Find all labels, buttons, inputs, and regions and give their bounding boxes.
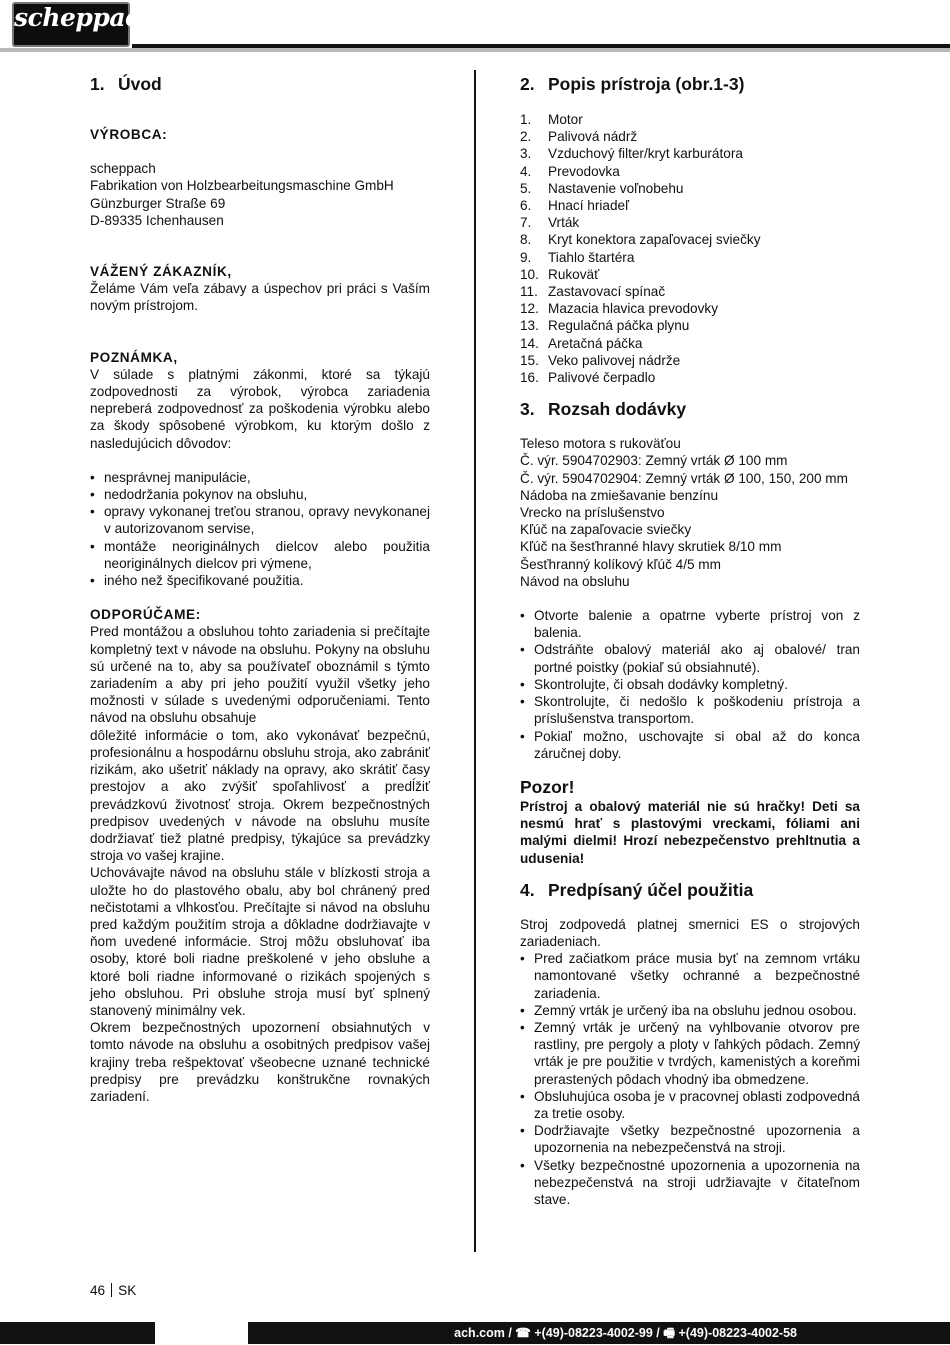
recommend-paragraph: Pred montážou a obsluhou tohto zariadenia si prečítajte kompletný text v návode na obsluhu. Pokyny na obsluhu sú určené na to, aby sa používateľ oboznámil s týmto zariadením a aby pri jeho použití využil všetky jeho možnosti v súlade s uvedenými odporučeniami. Tento návod na obsluhu obsahuje [90,624,430,726]
footer-bar [0,1322,155,1344]
list-item: 10. Rukoväť [520,266,600,282]
note-text: V súlade s platnými zákonmi, ktoré sa týkajú zodpovednosti za výrobok, výrobca zariadenia nepreberá zodpovednosť za poškodenia výrobku alebo za škody spôsobené výrobkom, ku ktorým došlo z nasledujúcich dôvodov: [90,366,430,451]
list-item: • Dodržiavajte všetky bezpečnostné upozornenia a upozornenia na nebezpečenstvá na stroji. [520,1122,860,1156]
list-item: 7. Vrták [520,215,580,231]
list-item: • Odstráňte obalový materiál ako aj obalové/ tran portné poistky (pokiaľ sú obsiahnuté). [520,641,860,675]
customer-text: Želáme Vám veľa zábavy a úspechov pri práci s Vaším novým prístrojom. [90,281,430,314]
note-list [90,469,430,589]
delivery-line: Vrecko na príslušenstvo [520,505,665,521]
list-item: • Zemný vrták je určený iba na obsluhu jednou osobou. [520,1002,860,1019]
list-item: • Obsluhujúca osoba je v pracovnej oblasti zodpovedná za tretie osoby. [520,1088,860,1122]
section-2-heading: 2. Popis prístroja (obr.1-3) [520,74,745,94]
left-column [90,70,430,1105]
list-item: 13. Regulačná páčka plynu [520,318,690,334]
list-item: 1. Motor [520,112,583,127]
list-item: 6. Hnací hriadeľ [520,198,630,214]
list-item: • Otvorte balenie a opatrne vyberte prístroj von z balenia. [520,607,860,641]
brand-logo [12,2,158,47]
list-item: • Pred začiatkom práce musia byť na zemnom vrtáku namontované všetky ochranné a bezpečnostné zariadenia. [520,950,860,1002]
list-item: 14. Aretačná páčka [520,335,643,351]
page-number [90,1282,136,1299]
section-3-heading: 3. Rozsah dodávky [520,399,687,420]
list-item: • Zemný vrták je určený na vyhlbovanie otvorov pre rastliny, pre pergoly a ploty v ľahkých pôdach. Zemný vrták je pre použitie v tvrdých, kamenistých a koreňmi prerastených pôdach vhodný iba obmedzene. [520,1019,860,1088]
delivery-line: Šesťhranný kolíkový kľúč 4/5 mm [520,556,721,572]
warning-title: Pozor! [520,776,575,797]
list-item: • iného než špecifikované použitia. [90,572,430,589]
warning-text: Prístroj a obalový materiál nie sú hračky! Deti sa nesmú hrať s plastovými vreckami, fóliami ani malými dielmi! Hrozí nebezpečenstvo prehltnutia a udusenia! [520,798,860,866]
address-line: Fabrikation von Holzbearbeitungsmaschine GmbH [90,178,394,194]
delivery-instructions [520,607,860,762]
delivery-line: Kľúč na zapaľovacie sviečky [520,522,692,538]
list-item: • nesprávnej manipulácie, [90,469,430,486]
list-item: 5. Nastavenie voľnobehu [520,180,684,196]
list-item: 9. Tiahlo štartéra [520,249,635,265]
delivery-line: Č. výr. 5904702904: Zemný vrták Ø 100, 150, 200 mm [520,470,848,486]
header-rule-grey [0,48,950,52]
list-item: 12. Mazacia hlavica prevodovky [520,301,719,317]
delivery-contents [520,435,860,590]
address-line: scheppach [90,161,156,177]
use-intro: Stroj zodpovedá platnej smernici ES o strojových zariadeniach. [520,916,860,949]
list-item: • Pokiaľ možno, uschovajte si obal až do konca záručnej doby. [520,728,860,762]
section-4-heading: 4. Predpísaný účel použitia [520,879,754,900]
section-1-heading: 1. Úvod [90,74,162,94]
list-item: 8. Kryt konektora zapaľovacej sviečky [520,232,761,248]
column-divider [474,70,476,1252]
use-list [520,950,860,1208]
list-item: • Skontrolujte, či nedošlo k poškodeniu prístroja a príslušenstva transportom. [520,693,860,727]
right-column [520,70,860,1208]
delivery-line: Kľúč na šesťhranné hlavy skrutiek 8/10 mm [520,539,782,555]
manufacturer-address [90,160,430,229]
list-item: 16. Palivové čerpadlo [520,370,656,386]
footer-contact: ach.com / ☎ +(49)-08223-4002-99 / 🖷 +(49)-08223-4002-58 [454,1326,797,1340]
recommend-paragraph: dôležité informácie o tom, ako vykonávať bezpečnú, profesionálnu a hospodárnu obsluhu stroja, ako zabrániť rizikám, ako ušetriť náklady na opravy, ako skrátiť časy prestojov a ako zvýšiť spoľahlivosť a predĺžiť prevádzkovú životnosť stroja. Okrem bezpečnostných predpisov uvedených v návode na obsluhu musíte dodržiavať tiež platné predpisy, týkajúce sa prevádzky stroja vo vašej krajine. [90,727,430,864]
page-header [0,0,950,52]
note-label: POZNÁMKA, [90,349,178,365]
list-item: 11. Zastavovací spínač [520,284,666,300]
parts-list [520,111,860,386]
page-number-value: 46 [90,1283,106,1298]
list-item: • Všetky bezpečnostné upozornenia a upozornenia na nebezpečenstvá na stroji udržiavajte v čitateľnom stave. [520,1157,860,1209]
delivery-line: Návod na obsluhu [520,573,630,589]
list-item: 4. Prevodovka [520,163,620,179]
address-line: Günzburger Straße 69 [90,195,226,211]
footer-bar [248,1322,950,1344]
recommend-paragraph: Okrem bezpečnostných upozornení obsiahnutých v tomto návode na obsluhu a osobitných predpisov vašej krajiny treba rešpektovať všeobecne uznané technické predpisy pre prevádzku konštrukčne rovnakých zariadení. [90,1020,430,1104]
address-line: D-89335 Ichenhausen [90,212,224,228]
list-item: 2. Palivová nádrž [520,129,638,145]
brand-logo-text: scheppach [14,3,158,32]
list-item: 3. Vzduchový filter/kryt karburátora [520,146,743,162]
page-number-separator [111,1283,112,1297]
manufacturer-label: VÝROBCA: [90,127,168,142]
delivery-line: Č. výr. 5904702903: Zemný vrták Ø 100 mm [520,453,788,469]
list-item: • montáže neoriginálnych dielcov alebo použitia neoriginálnych dielcov pri výmene, [90,538,430,572]
delivery-line: Nádoba na zmiešavanie benzínu [520,487,718,503]
list-item: • Skontrolujte, či obsah dodávky kompletný. [520,676,860,693]
list-item: 15. Veko palivovej nádrže [520,352,681,368]
customer-label: VÁŽENÝ ZÁKAZNÍK, [90,264,232,280]
list-item: • nedodržania pokynov na obsluhu, [90,486,430,503]
list-item: • opravy vykonanej treťou stranou, opravy nevykonanej v autorizovanom servise, [90,503,430,537]
recommend-label: ODPORÚČAME: [90,607,201,623]
page-language: SK [118,1283,137,1298]
recommend-paragraph: Uchovávajte návod na obsluhu stále v blízkosti stroja a uložte ho do plastového obalu, aby bol chránený pred nečistotami a vlhkosťou. Prečítajte si návod na obsluhu pred každým použitím stroja a dôkladne dodržiavajte v ňom uvedené informácie. Stroj môžu obsluhovať iba osoby, ktoré boli riadne preškolené v jeho obsluhe a ktoré boli riadne informované o rizikách spojených s jeho obsluhou. Pri obsluhe stroja musí byť splnený stanovený minimálny vek. [90,865,430,1018]
delivery-line: Teleso motora s rukoväťou [520,436,681,452]
